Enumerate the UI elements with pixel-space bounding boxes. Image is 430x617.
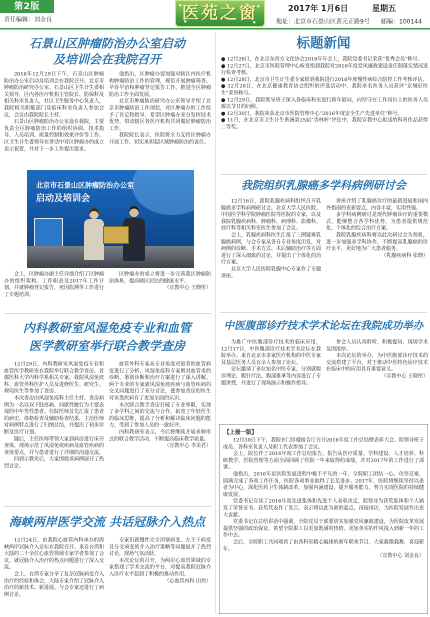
article5-headline: 中医腹部诊疗技术学术论坛在我院成功举办 bbox=[223, 319, 424, 332]
article1-byline: （宣教中心 王晓彤） bbox=[164, 285, 211, 291]
paragraph: 多学科病例研讨是现代肿瘤诊疗的重要模式，能够整合各学科优势，为患者提供规范化、个体化的综合治疗方案。 bbox=[326, 212, 428, 232]
brief-item: ● 12月28日，在北京健康教育协会组织的评选活动中，我院多名医务人员获评“京城好医生”荣誉称号。 bbox=[221, 83, 428, 96]
article3-column-b bbox=[109, 537, 211, 613]
photo-backdrop-caption-line1: 北京市石景山区肿瘤防治办公室 bbox=[36, 181, 134, 190]
paragraph: 随后，主任医师带领大家到病房进行床旁查体，现场示范了风湿免疫疾病及血管疾病的查体要点，并与患者进行了详细的沟通交流。 bbox=[4, 436, 104, 456]
paragraph: 12月30日下午，我院在门诊楼报告厅召开2016年度工作总结暨表彰大会。院领导班子成员、各科室负责人及职工代表参加了会议。 bbox=[223, 437, 424, 450]
section-banner bbox=[175, 0, 265, 27]
paragraph: 我院院长表示，医院将全力支持区肿瘤办开展工作，切实承担起区域肿瘤防治的责任。 bbox=[109, 132, 211, 145]
article2-column-a bbox=[4, 361, 104, 499]
article2-headline-line1: 内科教研室风湿免疫专业和血管 bbox=[23, 320, 191, 335]
paragraph: 会上，台湾专家分享了复杂冠脉病变介入治疗的经验和体会，大陆专家介绍了冠脉介入治疗的新技术、新进展。与会专家还进行了病例讨论。 bbox=[4, 571, 104, 598]
paragraph: 本次论坛的举办，为中医腹部诊疗技术的交流搭建了平台，对于推动中医特色诊疗技术在临床中的应用具有重要意义。 bbox=[326, 353, 428, 373]
paragraph: 讲座介绍了乳腺癌诊疗的最新进展和国内外指南的更新要点，内容丰富，实用性强。 bbox=[326, 198, 428, 211]
paragraph: 会后，全院职工共同观看了由各科室精心编排的新年联欢节目，大家载歌载舞，喜迎新年。 bbox=[223, 539, 424, 552]
paragraph: 北京市肿瘤防治研究办公室领导介绍了北京市肿瘤防治工作现状，对区肿瘤办的工作给予了肯定和指导，希望区肿瘤办充分发挥技术优势，带动辖区各医疗机构共同做好肿瘤防治工作。 bbox=[109, 98, 211, 132]
article2-column-b bbox=[109, 361, 211, 499]
article1-photo bbox=[27, 170, 194, 268]
article-separator bbox=[220, 174, 427, 175]
brief-item: ● 12月28日，北京市卫生计生委专家组到我院进行2016年度慢性病综合防控工作考核评估。 bbox=[221, 76, 428, 83]
paragraph: 本次查房由风湿免疫科主任主持。查房病例为一名以双下肢疼痛、间歇性跛行为主要表现的中年男性患者。住院医师首先汇报了患者的病史、体格检查及辅助检查结果，主治医师对病例特点进行了归纳总结，并提出了初步诊断及诊疗计划。 bbox=[4, 395, 104, 435]
paragraph: 参会人员认真聆听，积极提问，现场学术氛围浓厚。 bbox=[326, 339, 428, 352]
article1-headline-line2: 及培训会在我院召开 bbox=[53, 52, 161, 67]
photo-person-right-head bbox=[129, 206, 139, 217]
article4-byline: （乳腺疾病科 张晓） bbox=[381, 252, 428, 259]
continued-label: 【上接一版】 bbox=[224, 429, 257, 436]
paragraph: 本次论坛的召开，为两岸心血管领域的专家搭建了学术交流的平台，对提高我院冠脉介入诊疗水平起到了积极的推动作用。 bbox=[109, 557, 211, 577]
brief-item: ● 12月27日，北京市医院管理中心检查组到我院对2016年度党风廉政建设责任制落实情况进行检查考核。 bbox=[221, 63, 428, 76]
article5-byline: （宣教中心 王晓彤） bbox=[381, 373, 428, 379]
publisher-zip: 邮编：100144 bbox=[381, 18, 422, 25]
issue-date: 2017年 1月6日 bbox=[288, 3, 349, 13]
editor-credit: 责任编辑：刘金良 bbox=[4, 16, 53, 23]
article5-column-a bbox=[221, 339, 321, 421]
article3-column-a bbox=[4, 537, 104, 613]
brief-item: ● 12月30日，我院荣获北京市医院管理中心“2016年度安全生产先进单位”称号。 bbox=[221, 110, 403, 117]
article4-headline: 我院组织乳腺癌多学科病例研讨会 bbox=[240, 179, 406, 192]
continued-byline: （宣教中心 刘金良） bbox=[377, 553, 424, 559]
article5-column-b bbox=[326, 339, 428, 421]
brief-item: ● 12月26日，在北京东西方文化协会2016年年会上，我院党委书记荣获“优秀会员”称号。 bbox=[221, 56, 423, 62]
briefs-headline: 标题新闻 bbox=[296, 35, 351, 51]
paragraph: 内科教研室表示，今后将继续开展多种形式的联合教学活动，不断提高临床教学质量。 bbox=[109, 429, 211, 442]
article1-column-a-continued bbox=[4, 271, 104, 306]
paragraph: 党委书记在总结讲话中强调，全院党员干部要切实加强党风廉政建设，为医院改革发展提供坚强的政治保证。希望全院职工以更加饱满的热情、更加务实的作风投入到新一年的工作中去。 bbox=[223, 519, 424, 539]
article-separator bbox=[4, 313, 211, 314]
paragraph: 2016年12月29日下午，石景山区肿瘤防治办公室启动及培训会在我院召开。北京市肿瘤防治研究办公室、石景山区卫生计生委相关领导，区内各医疗机构主管院长、防保科及相关科室负责人，社区卫生服务中心负责人，我院相关职能部门及临床科室负责人参加会议，会议由我院院长主持。 bbox=[4, 71, 104, 118]
column-divider bbox=[215, 32, 216, 614]
paragraph: 专家们就慢性完全闭塞病变、左主干病变及分叉病变的介入治疗策略等问题展开了热烈讨论，现场气氛活跃。 bbox=[109, 537, 211, 557]
publisher-address: 地址：北京市石景山区黄元正路9号 bbox=[276, 18, 370, 25]
photo-person-left-body bbox=[84, 219, 104, 260]
issue-weekday: 星期五 bbox=[372, 3, 397, 13]
article1-column-b bbox=[109, 71, 211, 168]
paragraph: 本次联合教学查房打破了专业界限，实现了多学科之间的交流与合作，拓宽了年轻医生的临床思维，提高了分析和解决临床问题的能力，受到了参加人员的一致好评。 bbox=[109, 402, 211, 429]
paragraph: 会上，院长作了2016年度工作总结报告。报告从医疗质量、学科建设、人才培养、科研教学、医院管理等方面全面回顾了医院一年来取得的成绩，并对2017年的工作进行了部署。 bbox=[223, 451, 424, 471]
paragraph: 会上，乳腺疾病科医生汇报了三例疑难乳腺癌病例，与会专家从各自专业角度出发，对病例的诊断、手术方式、术后辅助治疗等方面进行了深入细致的讨论，并提出了个体化的治疗方案。 bbox=[221, 232, 321, 266]
photo-stage-floor bbox=[27, 246, 194, 268]
paragraph: 区肿瘤办的成立将进一步完善我区肿瘤防治体系，提高辖区居民的健康水平。 bbox=[109, 271, 211, 284]
paragraph: 北京大学人民医院乳腺中心专家作了专题讲座。 bbox=[221, 266, 321, 279]
paragraph: 论坛邀请了多位知名中医专家，分别就腹诊理论、腹针疗法、腹部推拿等内容进行了专题讲授，并进行了现场演示和操作指导。 bbox=[221, 366, 321, 386]
header-rule bbox=[0, 28, 430, 30]
page-number-badge: 第2版 bbox=[0, 0, 54, 13]
brief-item: ● 11月，在北京市卫生计生系统第25届“杏林杯”评比中，我院宣教中心报送的科普作品获得二等奖。 bbox=[221, 117, 428, 130]
paragraph: 12月16日，我院乳腺疾病科组织召开乳腺癌多学科病例研讨会。北京大学人民医院、中国医学科学院肿瘤医院等医院的专家，以及我院乳腺疾病科、肿瘤科、病理科、影像科、放疗科等相关科室医生参加了会议。 bbox=[221, 198, 321, 232]
article3-byline: （心血管内科 田伟） bbox=[164, 578, 211, 584]
paragraph: 党委书记宣读了2016年度先进集体和先进个人表彰决定，院领导为获奖集体和个人颁发了荣誉证书。获奖代表作了发言，表示将以此为新的起点，再接再厉，为医院发展作出更大贡献。 bbox=[223, 498, 424, 518]
photo-plaque bbox=[103, 226, 129, 244]
paragraph: 回到示教室后，大家围绕该病例展开了热烈讨论。 bbox=[4, 456, 104, 469]
article2-headline-line2: 医学教研室举行联合教学查房 bbox=[29, 338, 185, 353]
article-separator bbox=[220, 312, 427, 313]
article-separator bbox=[4, 506, 211, 507]
paragraph: 为推广中医腹部诊疗技术的临床应用，12月17日，中医腹部诊疗技术学术论坛在我院举办。来自北京市多家医疗机构的中医专家及基层医务人员百余人参加了论坛。 bbox=[221, 339, 321, 366]
section-title: 医苑之窗 bbox=[182, 3, 258, 23]
paragraph: 会上，区肿瘤办副主任详细介绍了区肿瘤办的组织架构、工作职责及2017年工作计划，并就肿瘤登记报告、死因监测等工作进行了专题培训。 bbox=[4, 271, 104, 298]
photo-backdrop-caption-line2: 启动及培训会 bbox=[36, 193, 90, 204]
article4-column-b bbox=[326, 198, 428, 306]
paragraph: 他指出，2016年是医院发展进程中极不平凡的一年，全院职工团结一心、攻坚克难，圆满完成了各项工作任务，医院各项事业取得了长足进步。2017年，医院将继续坚持以患者为中心，深化医药卫生体制改革，加强内涵建设，提升服务能力，努力实现医院的持续健康发展。 bbox=[223, 471, 424, 498]
continued-story-body bbox=[223, 437, 424, 609]
paragraph: 12月29日，内科教研室风湿免疫专业和血管医学教研室在我院举行联合教学查房。首都医科大学内科学系相关专家，我院风湿免疫科、血管外科医护人员及进修医生、研究生、规培医生等参加了查房。 bbox=[4, 361, 104, 395]
article2-byline: （宣教中心 李美君） bbox=[164, 443, 211, 449]
article4-column-a bbox=[221, 198, 321, 306]
brief-item: ● 12月29日，我院领导班子深入各临床科室进行新年慰问，向坚守在工作岗位上的医务人员致以节日的问候。 bbox=[221, 97, 428, 110]
briefs-list bbox=[221, 56, 428, 172]
article1-column-b-continued bbox=[109, 271, 211, 306]
photo-person-left-head bbox=[89, 208, 99, 219]
paragraph: 他指出，区肿瘤办要加强对辖区内医疗机构肿瘤防治工作的管理，规范开展肿瘤筛查、早诊早治和肿瘤登记报告工作，推进全区肿瘤防治工作全面发展。 bbox=[109, 71, 211, 98]
paragraph: 我院乳腺疾病科将以此次研讨会为契机，进一步加强多学科协作，不断提高乳腺癌的诊疗水平，更好地为广大患者服务。 bbox=[326, 232, 428, 252]
paragraph: 石景山区肿瘤防治办公室设在我院，主要负责全区肿瘤防治工作的组织协调、技术指导、人员培训、质量控制和效果评价等工作。区卫生计生委领导在讲话中对区肿瘤办的成立表示祝贺，并对下一步工作提出要求。 bbox=[4, 119, 104, 152]
paragraph: 12月24日，由我院心血管内科承办的海峡两岸冠脉介入论坛在我院召开。来自台湾和大陆的二十余位心血管领域专家学者参加了会议，就冠脉介入治疗的热点问题进行了深入交流。 bbox=[4, 537, 104, 571]
article3-headline: 海峡两岸医学交流 共话冠脉介入热点 bbox=[8, 514, 206, 529]
article1-column-a bbox=[4, 71, 104, 168]
article1-headline-line1: 石景山区肿瘤防治办公室启动 bbox=[29, 36, 185, 51]
paragraph: 血管外科专家从专业角度对患者的血管病变进行了分析，风湿免疫科专家则对血管炎的诊断、鉴别诊断和治疗方案进行了深入讲解。两个专业的专家就风湿免疫疾病与血管疾病的交叉问题进行了充分讨论，使参加查房的医生对该类疾病有了更加全面的认识。 bbox=[109, 361, 211, 401]
